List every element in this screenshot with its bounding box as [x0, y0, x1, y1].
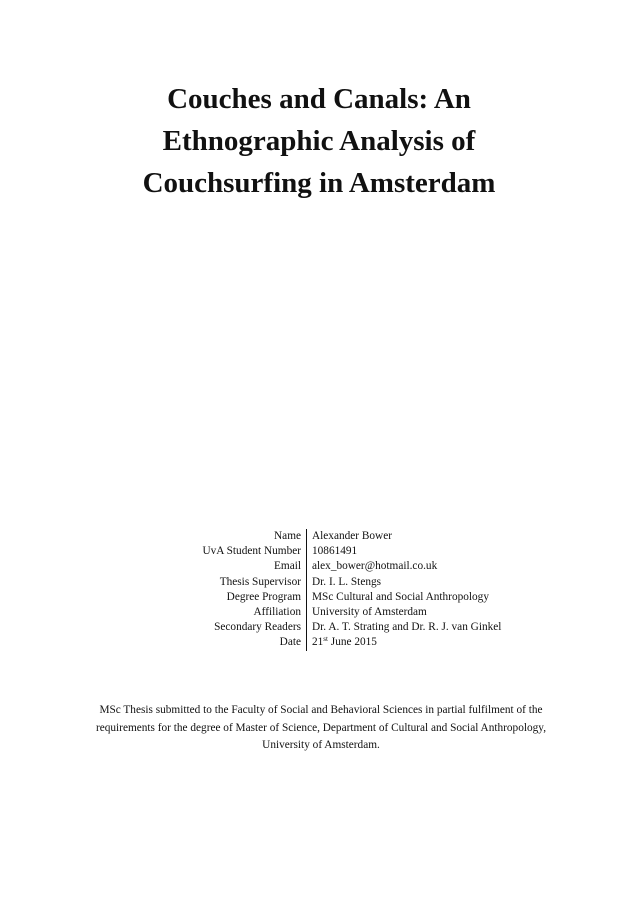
info-value: Alexander Bower — [312, 530, 392, 542]
thesis-title — [0, 78, 638, 204]
info-label: Email — [0, 559, 307, 574]
info-value: University of Amsterdam — [312, 606, 427, 619]
date-ordinal-suffix: st — [323, 635, 328, 644]
info-label: Name — [0, 529, 307, 544]
info-value-email: alex_bower@hotmail.co.uk — [312, 560, 438, 573]
author-info-table — [0, 529, 638, 651]
info-value: Dr. A. T. Strating and Dr. R. J. van Ginkel — [312, 621, 502, 634]
info-row-supervisor — [0, 575, 638, 590]
thesis-title-line: Couchsurfing in Amsterdam — [142, 167, 496, 199]
info-value-date — [307, 635, 638, 650]
info-value: MSc Cultural and Social Anthropology — [312, 590, 489, 603]
info-value: Dr. I. L. Stengs — [312, 575, 382, 588]
info-label: Secondary Readers — [0, 620, 307, 635]
info-label: Thesis Supervisor — [0, 575, 307, 590]
info-row-date — [0, 635, 638, 650]
info-row-student-number — [0, 544, 638, 559]
info-label: Date — [0, 635, 307, 650]
info-label: Degree Program — [0, 590, 307, 605]
info-row-email — [0, 559, 638, 574]
info-label: UvA Student Number — [0, 544, 307, 559]
date-rest: June 2015 — [327, 636, 377, 649]
date-day: 21 — [312, 636, 324, 649]
info-label: Affiliation — [0, 605, 307, 620]
info-row-name — [0, 529, 638, 544]
info-row-affiliation — [0, 605, 638, 620]
thesis-title-line: Ethnographic Analysis of — [162, 125, 476, 157]
info-row-degree-program — [0, 590, 638, 605]
thesis-title-line: Couches and Canals: An — [167, 83, 471, 115]
submission-statement: MSc Thesis submitted to the Faculty of Social and Behavioral Sciences in partial fulfilment of the requirements for the degree of Master of Science, Department of Cultural and Social Anthropology, University of Amsterdam. — [95, 704, 547, 751]
info-row-secondary-readers — [0, 620, 638, 635]
info-value: 10861491 — [312, 545, 358, 558]
